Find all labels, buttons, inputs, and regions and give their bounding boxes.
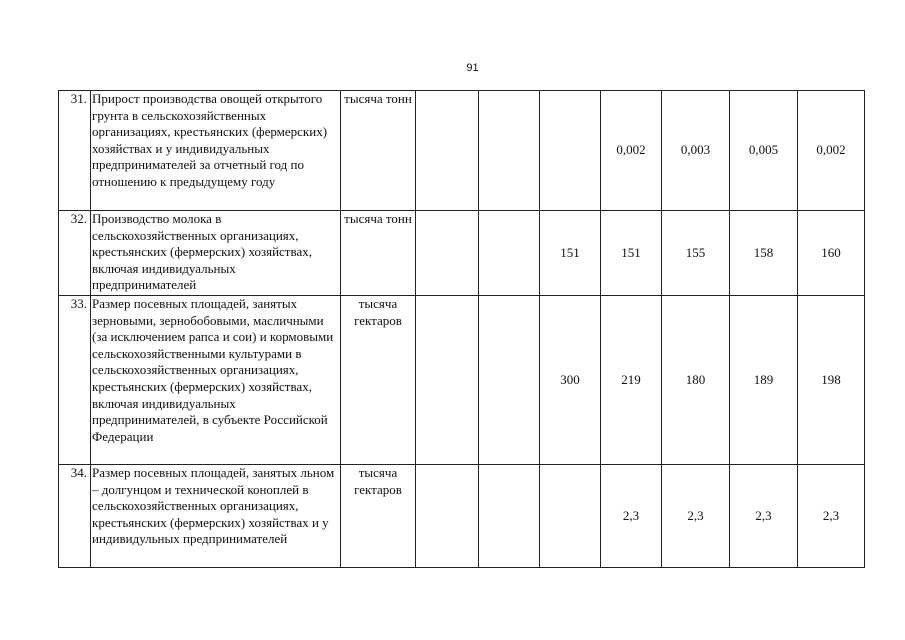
value-cell xyxy=(416,91,479,211)
unit-cell: тысяча тонн xyxy=(341,211,416,296)
value-cell: 2,3 xyxy=(798,465,865,568)
value-cell: 2,3 xyxy=(662,465,730,568)
value-cell: 0,002 xyxy=(601,91,662,211)
row-number: 32. xyxy=(59,211,91,296)
value-cell xyxy=(479,91,540,211)
value-cell xyxy=(416,296,479,465)
row-number: 34. xyxy=(59,465,91,568)
table-row xyxy=(59,91,865,211)
unit-cell: тысяча гектаров xyxy=(341,296,416,465)
indicators-table xyxy=(58,90,865,568)
value-cell: 219 xyxy=(601,296,662,465)
value-cell xyxy=(416,465,479,568)
indicator-name: Размер посевных площадей, занятых льном – долгунцом и технической коноплей в сельскохозяйственных организациях, крестьянских (фермерских) хозяйствах и у индивидульных предпринимателей xyxy=(91,465,341,568)
value-cell xyxy=(416,211,479,296)
value-cell xyxy=(479,211,540,296)
table-row xyxy=(59,211,865,296)
indicator-name: Размер посевных площадей, занятых зерновыми, зернобобовыми, масличными (за исключением рапса и сои) и кормовыми сельскохозяйственными культурами в сельскохозяйственных организациях, крестьянских (фермерских) хозяйствах, включая индивидуальных предпринимателей, в субъекте Российской Федерации xyxy=(91,296,341,465)
value-cell xyxy=(540,91,601,211)
value-cell xyxy=(479,296,540,465)
row-number: 31. xyxy=(59,91,91,211)
indicator-name: Прирост производства овощей открытого грунта в сельскохозяйственных организациях, крестьянских (фермерских) хозяйствах и у индивидуальных предпринимателей за отчетный год по отношению к предыдущему году xyxy=(91,91,341,211)
value-cell xyxy=(540,465,601,568)
table-row xyxy=(59,296,865,465)
value-cell: 2,3 xyxy=(730,465,798,568)
value-cell: 0,003 xyxy=(662,91,730,211)
unit-cell: тысяча тонн xyxy=(341,91,416,211)
row-number: 33. xyxy=(59,296,91,465)
value-cell: 180 xyxy=(662,296,730,465)
value-cell: 198 xyxy=(798,296,865,465)
value-cell: 189 xyxy=(730,296,798,465)
page-number: 91 xyxy=(466,62,479,74)
value-cell: 151 xyxy=(601,211,662,296)
value-cell: 0,005 xyxy=(730,91,798,211)
table-row xyxy=(59,465,865,568)
unit-cell: тысяча гектаров xyxy=(341,465,416,568)
value-cell: 0,002 xyxy=(798,91,865,211)
value-cell: 160 xyxy=(798,211,865,296)
value-cell: 155 xyxy=(662,211,730,296)
value-cell: 158 xyxy=(730,211,798,296)
value-cell: 300 xyxy=(540,296,601,465)
value-cell: 2,3 xyxy=(601,465,662,568)
value-cell: 151 xyxy=(540,211,601,296)
value-cell xyxy=(479,465,540,568)
indicator-name: Производство молока в сельскохозяйственных организациях, крестьянских (фермерских) хозяйствах, включая индивидуальных предпринимателей xyxy=(91,211,341,296)
